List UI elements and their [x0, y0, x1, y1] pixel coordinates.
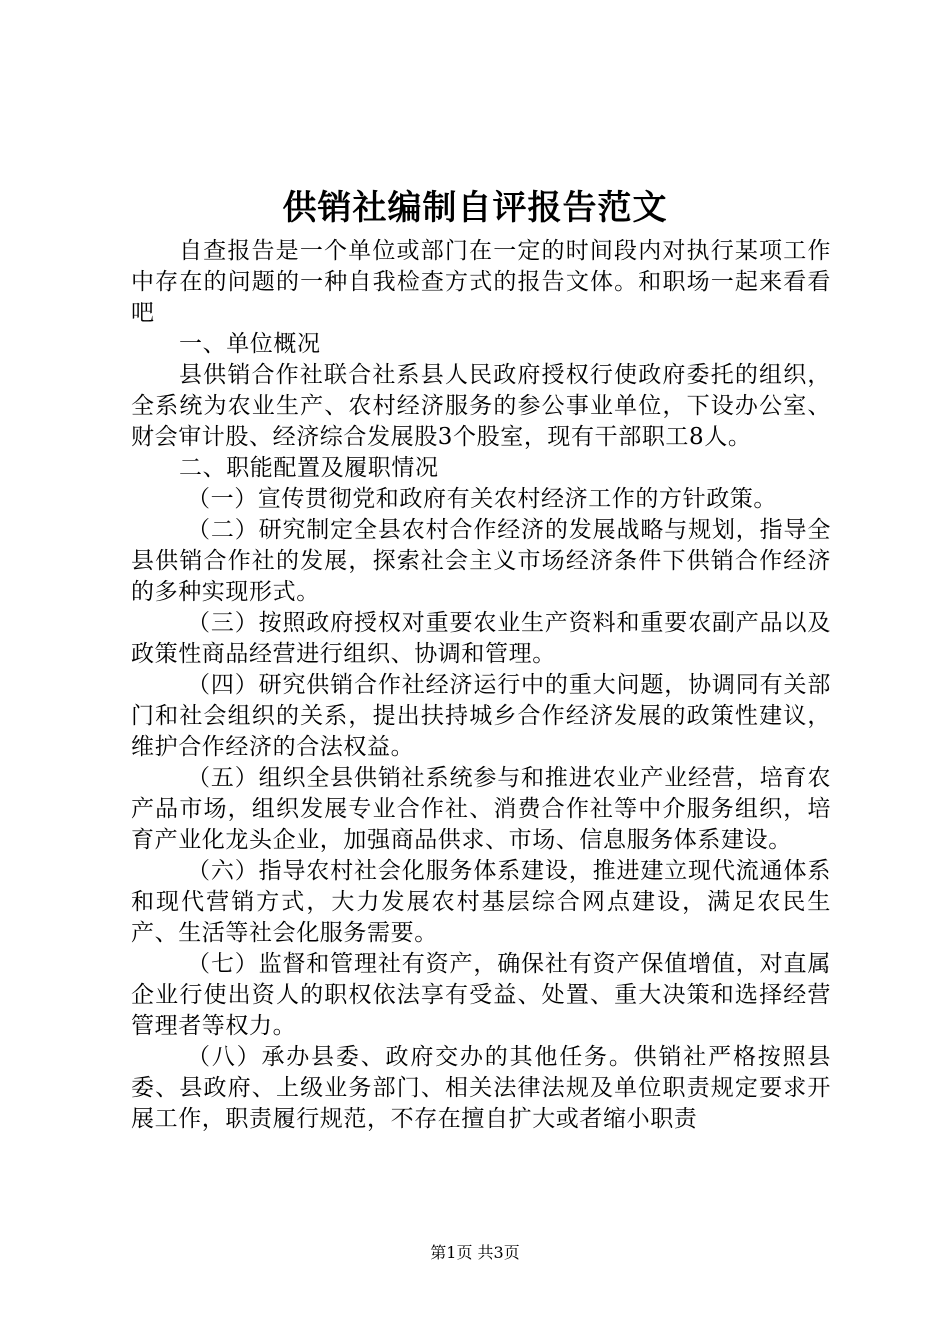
paragraph-item-8: （八）承办县委、政府交办的其他任务。供销社严格按照县委、县政府、上级业务部门、相关法律法规及单位职责规定要求开展工作，职责履行规范，不存在擅自扩大或者缩小职责 [131, 1044, 831, 1132]
section-heading-2: 二、职能配置及履职情况 [179, 455, 439, 481]
paragraph-item-3: （三）按照政府授权对重要农业生产资料和重要农副产品以及政策性商品经营进行组织、协调和管理。 [131, 610, 831, 667]
paragraph-intro: 自查报告是一个单位或部门在一定的时间段内对执行某项工作中存在的问题的一种自我检查方式的报告文体。和职场一起来看看吧 [131, 238, 831, 326]
page-footer: 第1页 共3页 [430, 1243, 520, 1262]
paragraph-unit-overview: 县供销合作社联合社系县人民政府授权行使政府委托的组织，全系统为农业生产、农村经济服务的参公事业单位，下设办公室、财会审计股、经济综合发展股3个股室，现有干部职工8人。 [131, 362, 831, 450]
paragraph-item-5: （五）组织全县供销社系统参与和推进农业产业经营，培育农产品市场，组织发展专业合作社、消费合作社等中介服务组织，培育产业化龙头企业，加强商品供求、市场、信息服务体系建设。 [131, 765, 831, 853]
paragraph-item-1: （一）宣传贯彻党和政府有关农村经济工作的方针政策。 [187, 486, 777, 512]
document-body [131, 236, 831, 1135]
document-title: 供销社编制自评报告范文 [282, 188, 668, 228]
paragraph-item-7: （七）监督和管理社有资产，确保社有资产保值增值，对直属企业行使出资人的职权依法享有受益、处置、重大决策和选择经营管理者等权力。 [131, 951, 831, 1039]
section-heading-1: 一、单位概况 [179, 331, 321, 357]
paragraph-item-6: （六）指导农村社会化服务体系建设，推进建立现代流通体系和现代营销方式，大力发展农村基层综合网点建设，满足农民生产、生活等社会化服务需要。 [131, 858, 831, 946]
paragraph-item-2: （二）研究制定全县农村合作经济的发展战略与规划，指导全县供销合作社的发展，探索社会主义市场经济条件下供销合作经济的多种实现形式。 [131, 517, 831, 605]
paragraph-item-4: （四）研究供销合作社经济运行中的重大问题，协调同有关部门和社会组织的关系，提出扶持城乡合作经济发展的政策性建议，维护合作经济的合法权益。 [131, 672, 831, 760]
